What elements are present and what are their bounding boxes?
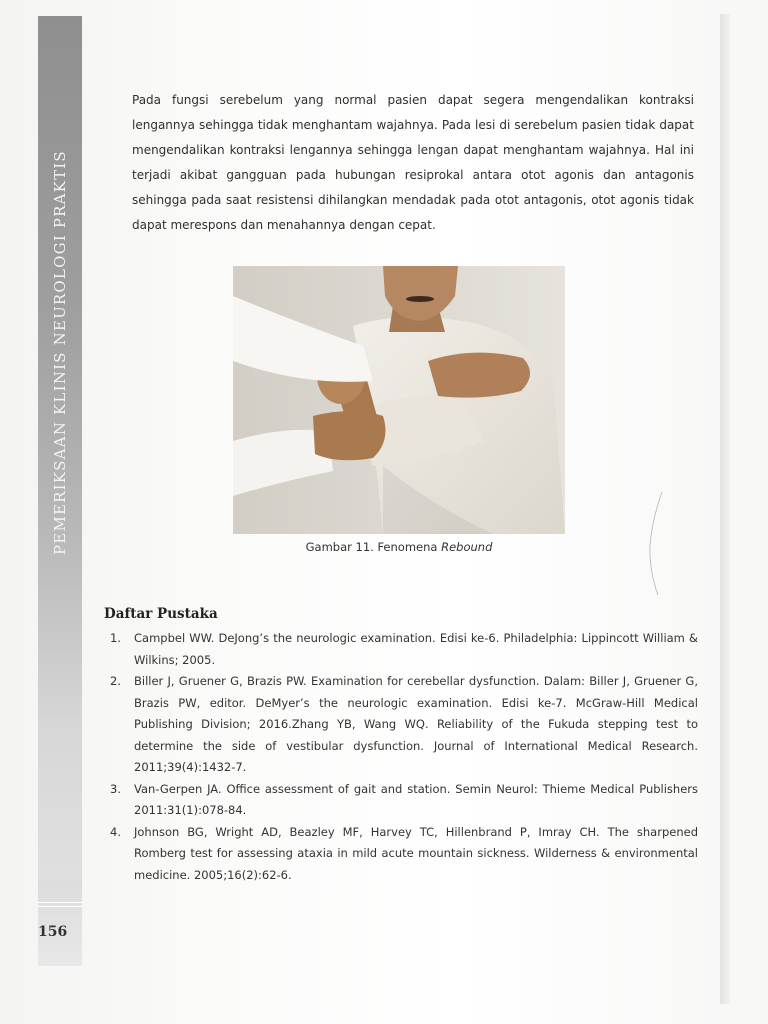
reference-text: Biller J, Gruener G, Brazis PW. Examination for cerebellar dysfunction. Dalam: Biller J, Gruener G, Brazis PW, editor. DeMyer’s the neurologic examination. Edisi ke-7. McGraw-Hill Medical Publishing Division; 2016.Zhang YB, Wang WQ. Reliability of the Fukuda stepping test to determine the side of vestibular dysfunction. Journal of International Medical Research. 2011;39(4):1432-7. xyxy=(134,674,698,774)
reference-number: 2. xyxy=(110,674,121,688)
reference-number: 4. xyxy=(110,824,121,839)
rebound-phenomenon-photo xyxy=(233,266,565,534)
reference-text: Van-Gerpen JA. Office assessment of gait and station. Semin Neurol: Thieme Medical Publishers 2011:31(1):078-84. xyxy=(134,781,698,817)
reference-item xyxy=(110,671,698,779)
page-number: 156 xyxy=(38,924,68,940)
references-heading: Daftar Pustaka xyxy=(104,606,218,622)
reference-number: 1. xyxy=(110,631,121,645)
figure-caption xyxy=(233,540,565,554)
reference-item xyxy=(110,779,698,822)
reference-text: Johnson BG, Wright AD, Beazley MF, Harvey TC, Hillenbrand P, Imray CH. The sharpened Romberg test for assessing ataxia in mild acute mountain sickness. Wilderness & environmental medicine. 2005;16(2):62-6. xyxy=(134,824,698,882)
side-band-rule xyxy=(38,906,82,907)
pencil-mark xyxy=(640,490,670,600)
caption-text: Gambar 11. Fenomena xyxy=(305,540,442,554)
running-title: PEMERIKSAAN KLINIS NEUROLOGI PRAKTIS xyxy=(51,150,69,555)
reference-number: 3. xyxy=(110,781,121,796)
body-paragraph: Pada fungsi serebelum yang normal pasien dapat segera mengendalikan kontraksi lengannya sehingga tidak menghantam wajahnya. Pada lesi di serebelum pasien tidak dapat mengendalikan kontraksi lengannya sehingga lengan dapat menghantam wajahnya. Hal ini terjadi akibat gangguan pada hubungan resiprokal antara otot agonis dan antagonis sehingga pada saat resistensi dihilangkan mendadak pada otot antagonis, otot agonis tidak dapat merespons dan menahannya dengan cepat. xyxy=(132,93,694,232)
reference-list xyxy=(110,628,698,886)
reference-item xyxy=(110,822,698,887)
page-edge-shadow xyxy=(720,14,730,1004)
caption-italic: Rebound xyxy=(441,540,493,554)
side-band-rule xyxy=(38,902,82,903)
reference-item xyxy=(110,628,698,671)
reference-text: Campbel WW. DeJong’s the neurologic examination. Edisi ke-6. Philadelphia: Lippincott William & Wilkins; 2005. xyxy=(134,631,698,667)
side-band-footer xyxy=(38,880,82,966)
